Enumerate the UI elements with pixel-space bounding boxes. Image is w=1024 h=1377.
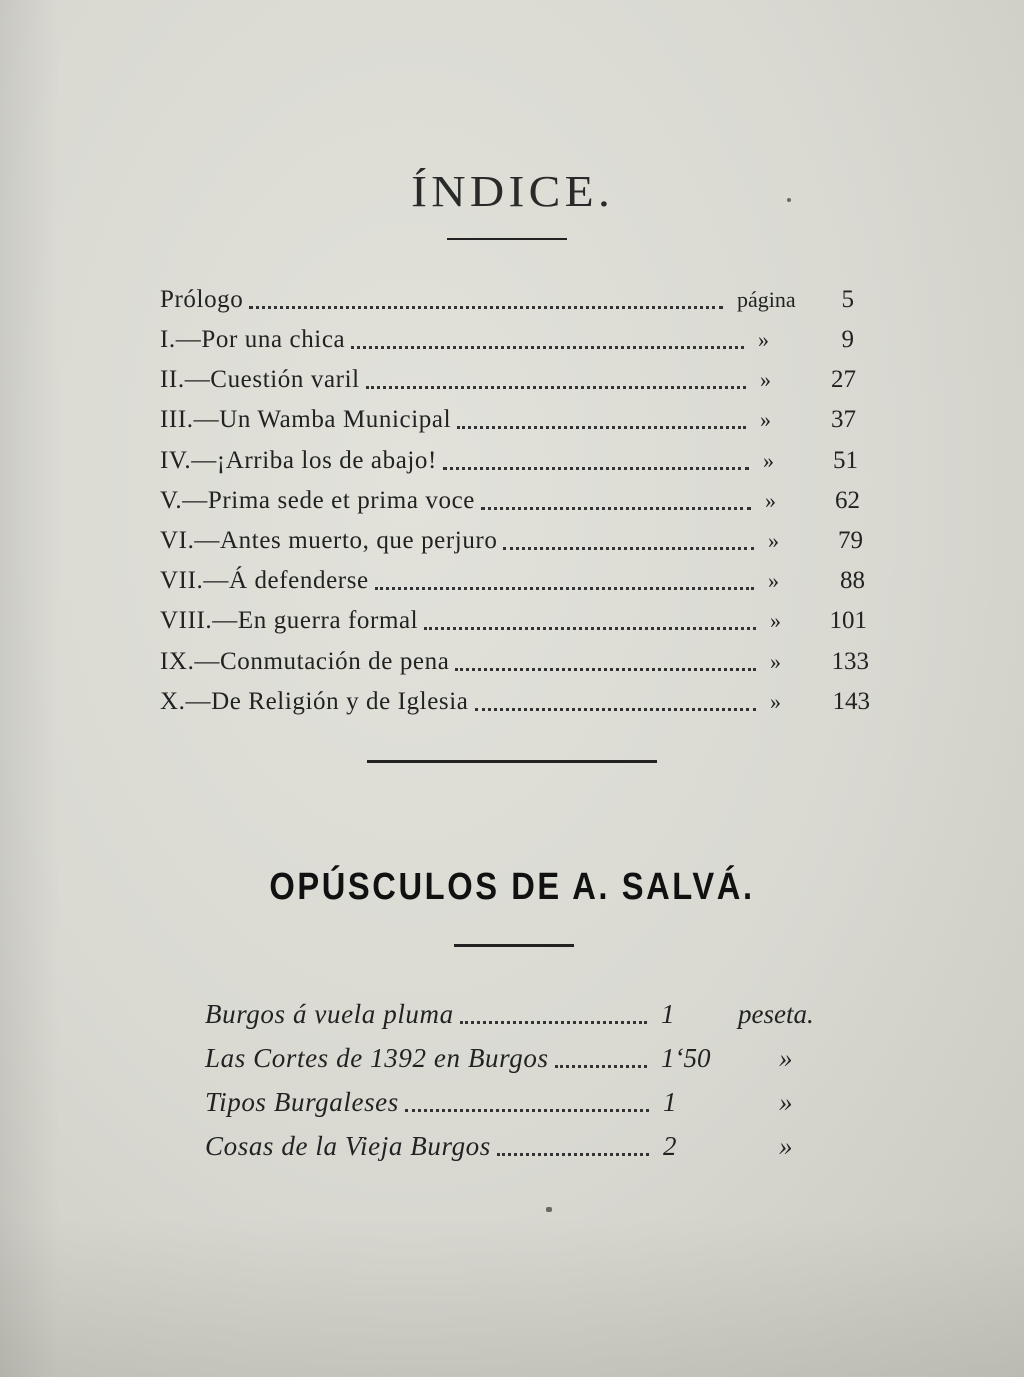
opusculo-title: Tipos Burgaleses: [205, 1087, 399, 1117]
toc-entry: [160, 402, 880, 438]
paper-speck: [787, 198, 791, 202]
opusculo-price: 1‘50: [661, 1043, 711, 1073]
toc-entry-page: 5: [841, 286, 854, 313]
dot-leader: [443, 467, 749, 470]
title-rule: [447, 238, 567, 240]
opusculo-title: Cosas de la Vieja Burgos: [205, 1131, 491, 1161]
toc-entry-title: IV.—¡Arriba los de abajo!: [160, 447, 437, 474]
toc-entry-marker: »: [770, 689, 781, 714]
toc-entry: [160, 523, 880, 559]
toc-entry-marker: página: [737, 287, 796, 312]
opusculo-price: 1: [661, 999, 675, 1029]
toc-entry: [160, 282, 880, 318]
opusculo-item: [205, 994, 845, 1034]
toc-entry: [160, 684, 880, 720]
toc-entry-marker: »: [760, 367, 771, 392]
toc-entry-page: 51: [833, 447, 858, 474]
dot-leader: [424, 627, 756, 630]
toc-entry: [160, 603, 880, 639]
toc-entry-marker: »: [768, 568, 779, 593]
opusculo-price: 2: [663, 1131, 677, 1161]
toc-entry-page: 62: [835, 487, 860, 514]
toc-entry-title: VIII.—En guerra formal: [160, 607, 419, 634]
opusculos-rule: [454, 944, 574, 947]
dot-leader: [497, 1153, 649, 1156]
opusculo-unit: »: [779, 1087, 793, 1117]
opusculo-unit: peseta.: [738, 999, 814, 1029]
paper-speck: [546, 1207, 552, 1212]
toc-entry-marker: »: [765, 488, 776, 513]
toc-entry-marker: »: [770, 608, 781, 633]
toc-entry-page: 79: [838, 527, 863, 554]
dot-leader: [455, 668, 756, 671]
opusculo-title: Las Cortes de 1392 en Burgos: [205, 1043, 549, 1073]
toc-entry: [160, 483, 880, 519]
dot-leader: [503, 547, 754, 550]
opusculo-item: [205, 1038, 845, 1078]
toc-entry-title: II.—Cuestión varil: [160, 366, 360, 393]
dot-leader: [460, 1021, 647, 1024]
opusculos-title: OPÚSCULOS DE A. SALVÁ.: [269, 866, 755, 908]
index-title: ÍNDICE.: [411, 167, 615, 216]
toc-entry-title: VI.—Antes muerto, que perjuro: [160, 527, 498, 554]
toc-entry-page: 101: [829, 607, 867, 634]
toc-entry-title: Prólogo: [160, 286, 244, 313]
toc-entry: [160, 362, 880, 398]
opusculo-unit: »: [779, 1043, 793, 1073]
dot-leader: [481, 507, 751, 510]
toc-entry-page: 88: [840, 567, 865, 594]
toc-entry-marker: »: [768, 528, 779, 553]
toc-entry-title: I.—Por una chica: [160, 326, 346, 353]
toc-entry: [160, 644, 880, 680]
page-shadow-bottom: [0, 1217, 1024, 1377]
section-divider: [367, 760, 657, 763]
toc-entry: [160, 563, 880, 599]
toc-entry-marker: »: [758, 327, 769, 352]
opusculo-title: Burgos á vuela pluma: [205, 999, 454, 1029]
dot-leader: [475, 708, 756, 711]
toc-entry-title: VII.—Á defenderse: [160, 567, 369, 594]
toc-entry: [160, 443, 880, 479]
toc-entry-page: 143: [832, 688, 870, 715]
toc-entry-marker: »: [763, 448, 774, 473]
toc-entry-title: V.—Prima sede et prima voce: [160, 487, 475, 514]
toc-entry-marker: »: [760, 407, 771, 432]
toc-entry: [160, 322, 880, 358]
toc-entry-marker: »: [770, 649, 781, 674]
opusculo-item: [205, 1126, 845, 1166]
toc-entry-title: III.—Un Wamba Municipal: [160, 406, 452, 433]
opusculo-item: [205, 1082, 845, 1122]
opusculo-price: 1: [663, 1087, 677, 1117]
dot-leader: [555, 1065, 647, 1068]
opusculo-unit: »: [779, 1131, 793, 1161]
toc-entry-title: X.—De Religión y de Iglesia: [160, 688, 469, 715]
toc-entry-page: 9: [841, 326, 854, 353]
dot-leader: [366, 386, 746, 389]
dot-leader: [405, 1109, 649, 1112]
dot-leader: [249, 306, 723, 309]
toc-entry-page: 133: [831, 648, 869, 675]
dot-leader: [351, 346, 744, 349]
dot-leader: [375, 587, 754, 590]
toc-entry-title: IX.—Conmutación de pena: [160, 648, 450, 675]
toc-entry-page: 27: [831, 366, 856, 393]
dot-leader: [457, 426, 746, 429]
toc-entry-page: 37: [831, 406, 856, 433]
